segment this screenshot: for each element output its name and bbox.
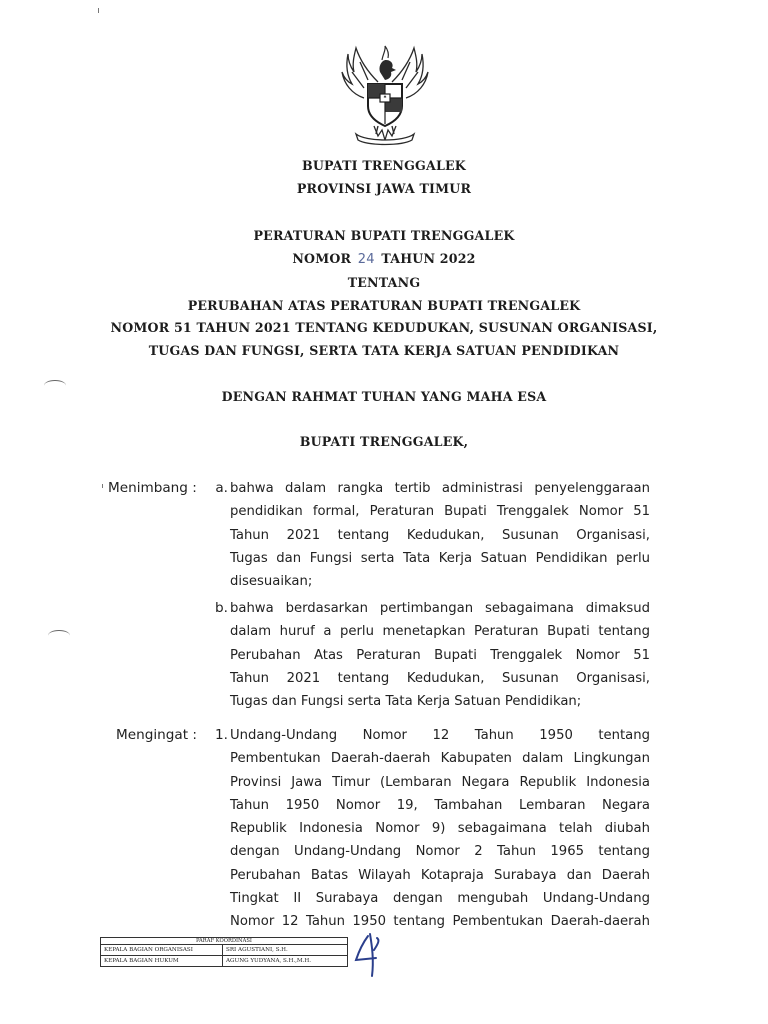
subject-line: NOMOR 51 TAHUN 2021 TENTANG KEDUDUKAN, SUSUNAN ORGANISASI, — [110, 320, 658, 335]
text-line: Republik Indonesia Nomor 9) sebagaimana telah diubah — [230, 821, 650, 837]
province-title: PROVINSI JAWA TIMUR — [296, 181, 472, 196]
subject-line: PERUBAHAN ATAS PERATURAN BUPATI TRENGALEK — [187, 298, 581, 313]
item-marker: b. — [215, 600, 228, 616]
text-line: Tahun 1950 Nomor 19, Tambahan Lembaran Negara — [230, 797, 650, 813]
mengingat-label: Mengingat : — [116, 727, 197, 743]
text-line: bahwa dalam rangka tertib administrasi penyelenggaraan — [230, 481, 650, 496]
text-line: bahwa berdasarkan pertimbangan sebagaimana dimaksud — [230, 601, 650, 616]
paraf-signature — [350, 930, 390, 980]
nomor-label: NOMOR — [292, 251, 352, 266]
tahun-label: TAHUN 2022 — [381, 251, 476, 266]
issuer-title: BUPATI TRENGGALEK — [302, 158, 466, 173]
text-line: Undang-Undang Nomor 12 Tahun 1950 tentang — [230, 728, 650, 743]
menimbang-item-a — [230, 477, 650, 593]
punch-hole-mark — [48, 630, 70, 641]
text-line: Tugas dan Fungsi serta Tata Kerja Satuan Pendidikan perlu — [230, 550, 650, 566]
menimbang-item-b — [230, 597, 650, 713]
text-line: disesuaikan; — [230, 574, 313, 590]
item-marker: a. — [215, 480, 228, 496]
table-row — [101, 956, 348, 967]
issuer-heading: BUPATI TRENGGALEK, — [299, 434, 469, 449]
garuda-emblem — [338, 42, 432, 146]
subject-line: TUGAS DAN FUNGSI, SERTA TATA KERJA SATUAN PENDIDIKAN — [148, 343, 620, 358]
table-row — [101, 945, 348, 956]
regulation-title: PERATURAN BUPATI TRENGGALEK — [253, 228, 515, 243]
tentang-heading: TENTANG — [347, 275, 421, 290]
paraf-koordinasi-table — [100, 937, 348, 967]
mengingat-item-1 — [230, 724, 650, 934]
item-marker: 1. — [215, 727, 228, 743]
paraf-name: SRI AGUSTIANI, S.H. — [223, 945, 348, 956]
text-line: Tahun 2021 tentang Kedudukan, Susunan Organisasi, — [230, 670, 650, 686]
text-line: dengan Undang-Undang Nomor 2 Tahun 1965 tentang — [230, 844, 650, 860]
scan-mark — [98, 8, 99, 13]
text-line: Perubahan Batas Wilayah Kotapraja Surabaya dan Daerah — [230, 867, 650, 883]
text-line: Perubahan Atas Peraturan Bupati Trenggalek Nomor 51 — [230, 647, 650, 663]
text-line: Provinsi Jawa Timur (Lembaran Negara Republik Indonesia — [230, 774, 650, 790]
text-line: Pembentukan Daerah-daerah Kabupaten dalam Lingkungan — [230, 751, 650, 767]
regulation-number — [0, 251, 768, 267]
paraf-position: KEPALA BAGIAN HUKUM — [101, 956, 223, 967]
menimbang-label: Menimbang : — [108, 480, 197, 496]
nomor-value: 24 — [357, 252, 375, 267]
text-line: Nomor 12 Tahun 1950 tentang Pembentukan Daerah-daerah — [230, 914, 650, 930]
rahmat-heading: DENGAN RAHMAT TUHAN YANG MAHA ESA — [221, 389, 547, 404]
text-line: Tingkat II Surabaya dengan mengubah Undang-Undang — [230, 891, 650, 907]
paraf-position: KEPALA BAGIAN ORGANISASI — [101, 945, 223, 956]
text-line: dalam huruf a perlu menetapkan Peraturan Bupati tentang — [230, 624, 650, 640]
punch-hole-mark — [44, 380, 66, 391]
scan-mark — [102, 484, 103, 488]
text-line: Tahun 2021 tentang Kedudukan, Susunan Organisasi, — [230, 527, 650, 543]
paraf-name: AGUNG YUDYANA, S.H.,M.H. — [223, 956, 348, 967]
text-line: pendidikan formal, Peraturan Bupati Trenggalek Nomor 51 — [230, 504, 650, 520]
text-line: Tugas dan Fungsi serta Tata Kerja Satuan Pendidikan; — [230, 694, 582, 710]
paraf-title: PARAF KOORDINASI — [101, 938, 348, 945]
